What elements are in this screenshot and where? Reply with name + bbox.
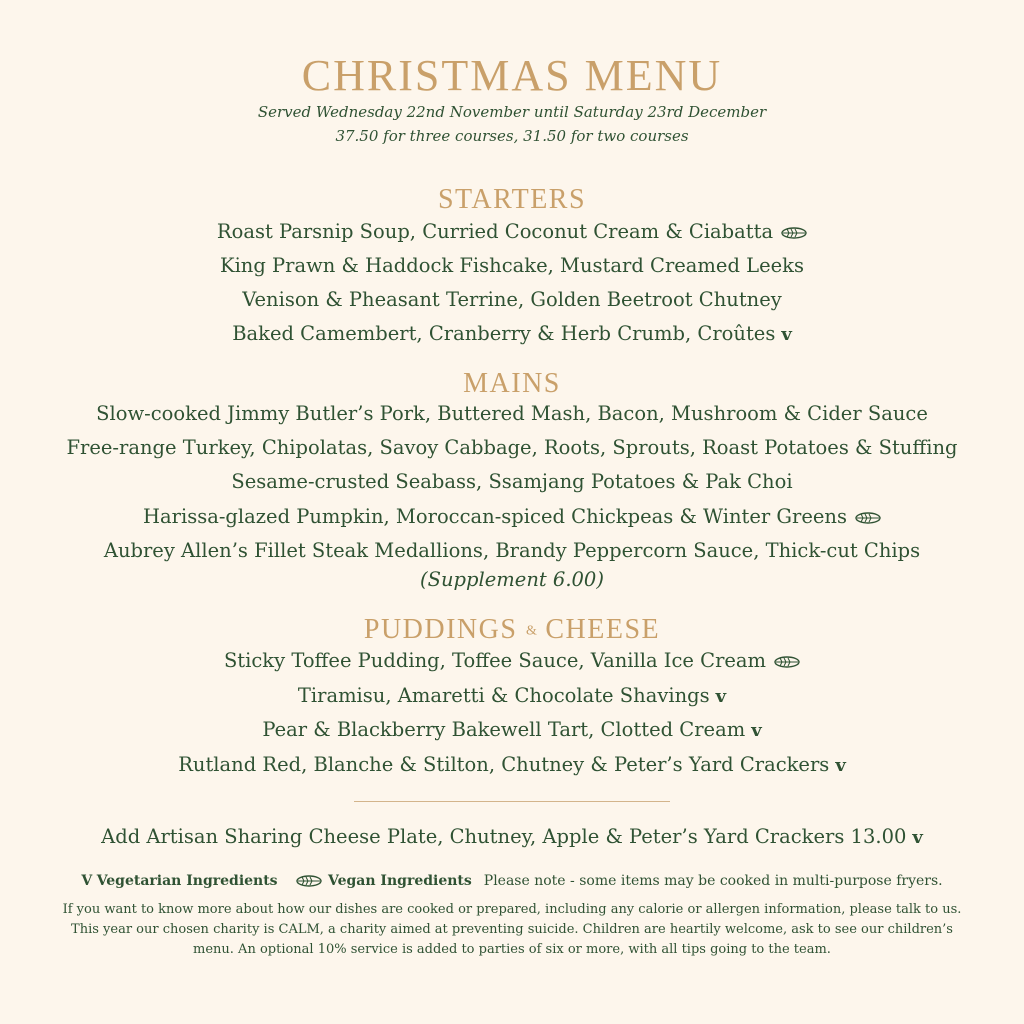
item-text: Aubrey Allen’s Fillet Steak Medallions, Brandy Peppercorn Sauce, Thick-cut Chips (103, 539, 921, 562)
addon-item (0, 823, 1024, 852)
vegetarian-mark: v (751, 720, 762, 741)
menu-item (0, 751, 1024, 780)
heading-ampersand: & (525, 623, 537, 639)
vegetarian-mark: v (912, 827, 923, 848)
leaf-icon (296, 875, 322, 887)
heading-part: PUDDINGS (363, 614, 518, 645)
item-text: Pear & Blackberry Bakewell Tart, Clotted Cream (262, 718, 746, 741)
menu-title: CHRISTMAS MENU (301, 51, 723, 100)
supplement-note: (Supplement 6.00) (420, 568, 604, 591)
fryer-note: Please note - some items may be cooked in multi-purpose fryers. (483, 873, 943, 889)
item-text: King Prawn & Haddock Fishcake, Mustard Creamed Leeks (220, 254, 804, 277)
menu-item (0, 716, 1024, 745)
item-text: Free-range Turkey, Chipolatas, Savoy Cabbage, Roots, Sprouts, Roast Potatoes & Stuffing (66, 436, 958, 459)
menu-dates: Served Wednesday 22nd November until Saturday 23rd December (257, 103, 767, 121)
menu-item (0, 434, 1024, 462)
item-text: Sticky Toffee Pudding, Toffee Sauce, Vanilla Ice Cream (223, 649, 767, 672)
menu-item (0, 320, 1024, 349)
menu-item (0, 400, 1024, 428)
addon-text: Add Artisan Sharing Cheese Plate, Chutney, Apple & Peter’s Yard Crackers 13.00 (101, 825, 907, 848)
item-text: Slow-cooked Jimmy Butler’s Pork, Buttered Mash, Bacon, Mushroom & Cider Sauce (96, 402, 928, 425)
menu-item (0, 682, 1024, 711)
divider (354, 801, 670, 802)
menu-item (0, 503, 1024, 531)
item-text: Sesame-crusted Seabass, Ssamjang Potatoes & Pak Choi (231, 470, 793, 493)
menu-item (0, 218, 1024, 246)
leaf-icon (774, 656, 800, 668)
item-text: Baked Camembert, Cranberry & Herb Crumb, Croûtes (232, 322, 776, 345)
item-text: Harissa-glazed Pumpkin, Moroccan-spiced Chickpeas & Winter Greens (143, 505, 847, 528)
menu-prices: 37.50 for three courses, 31.50 for two courses (335, 127, 689, 145)
dietary-legend (0, 870, 1024, 892)
section-heading-puddings-cheese (0, 615, 1024, 647)
item-text: Rutland Red, Blanche & Stilton, Chutney & Peter’s Yard Crackers (178, 753, 830, 776)
section-heading-starters: STARTERS (437, 184, 587, 215)
vegetarian-mark: v (715, 686, 727, 707)
legend-v-symbol: V (81, 873, 93, 889)
menu-item (0, 286, 1024, 314)
item-text: Roast Parsnip Soup, Curried Coconut Cream & Ciabatta (216, 220, 774, 243)
legend-vegetarian-label: Vegetarian Ingredients (96, 873, 278, 889)
menu-item (0, 537, 1024, 565)
menu-item (0, 252, 1024, 280)
vegetarian-mark: v (781, 324, 792, 345)
item-text: Tiramisu, Amaretti & Chocolate Shavings (297, 684, 710, 707)
leaf-icon (855, 512, 881, 524)
heading-part: CHEESE (545, 614, 661, 645)
leaf-icon (781, 227, 807, 239)
item-text: Venison & Pheasant Terrine, Golden Beetroot Chutney (242, 288, 782, 311)
menu-item (0, 647, 1024, 675)
fine-print: If you want to know more about how our dishes are cooked or prepared, including any calorie or allergen information, please talk to us. This year our chosen charity is CALM, a charity aimed at preventing suicide. Children are heartily welcome, ask to see our children’s menu. An optional 10% service is added to parties of six or more, with all tips going to the team. (62, 902, 962, 957)
section-heading-mains: MAINS (463, 368, 561, 399)
vegetarian-mark: v (835, 755, 846, 776)
legend-vegan-label: Vegan Ingredients (328, 873, 472, 889)
menu-item (0, 468, 1024, 496)
